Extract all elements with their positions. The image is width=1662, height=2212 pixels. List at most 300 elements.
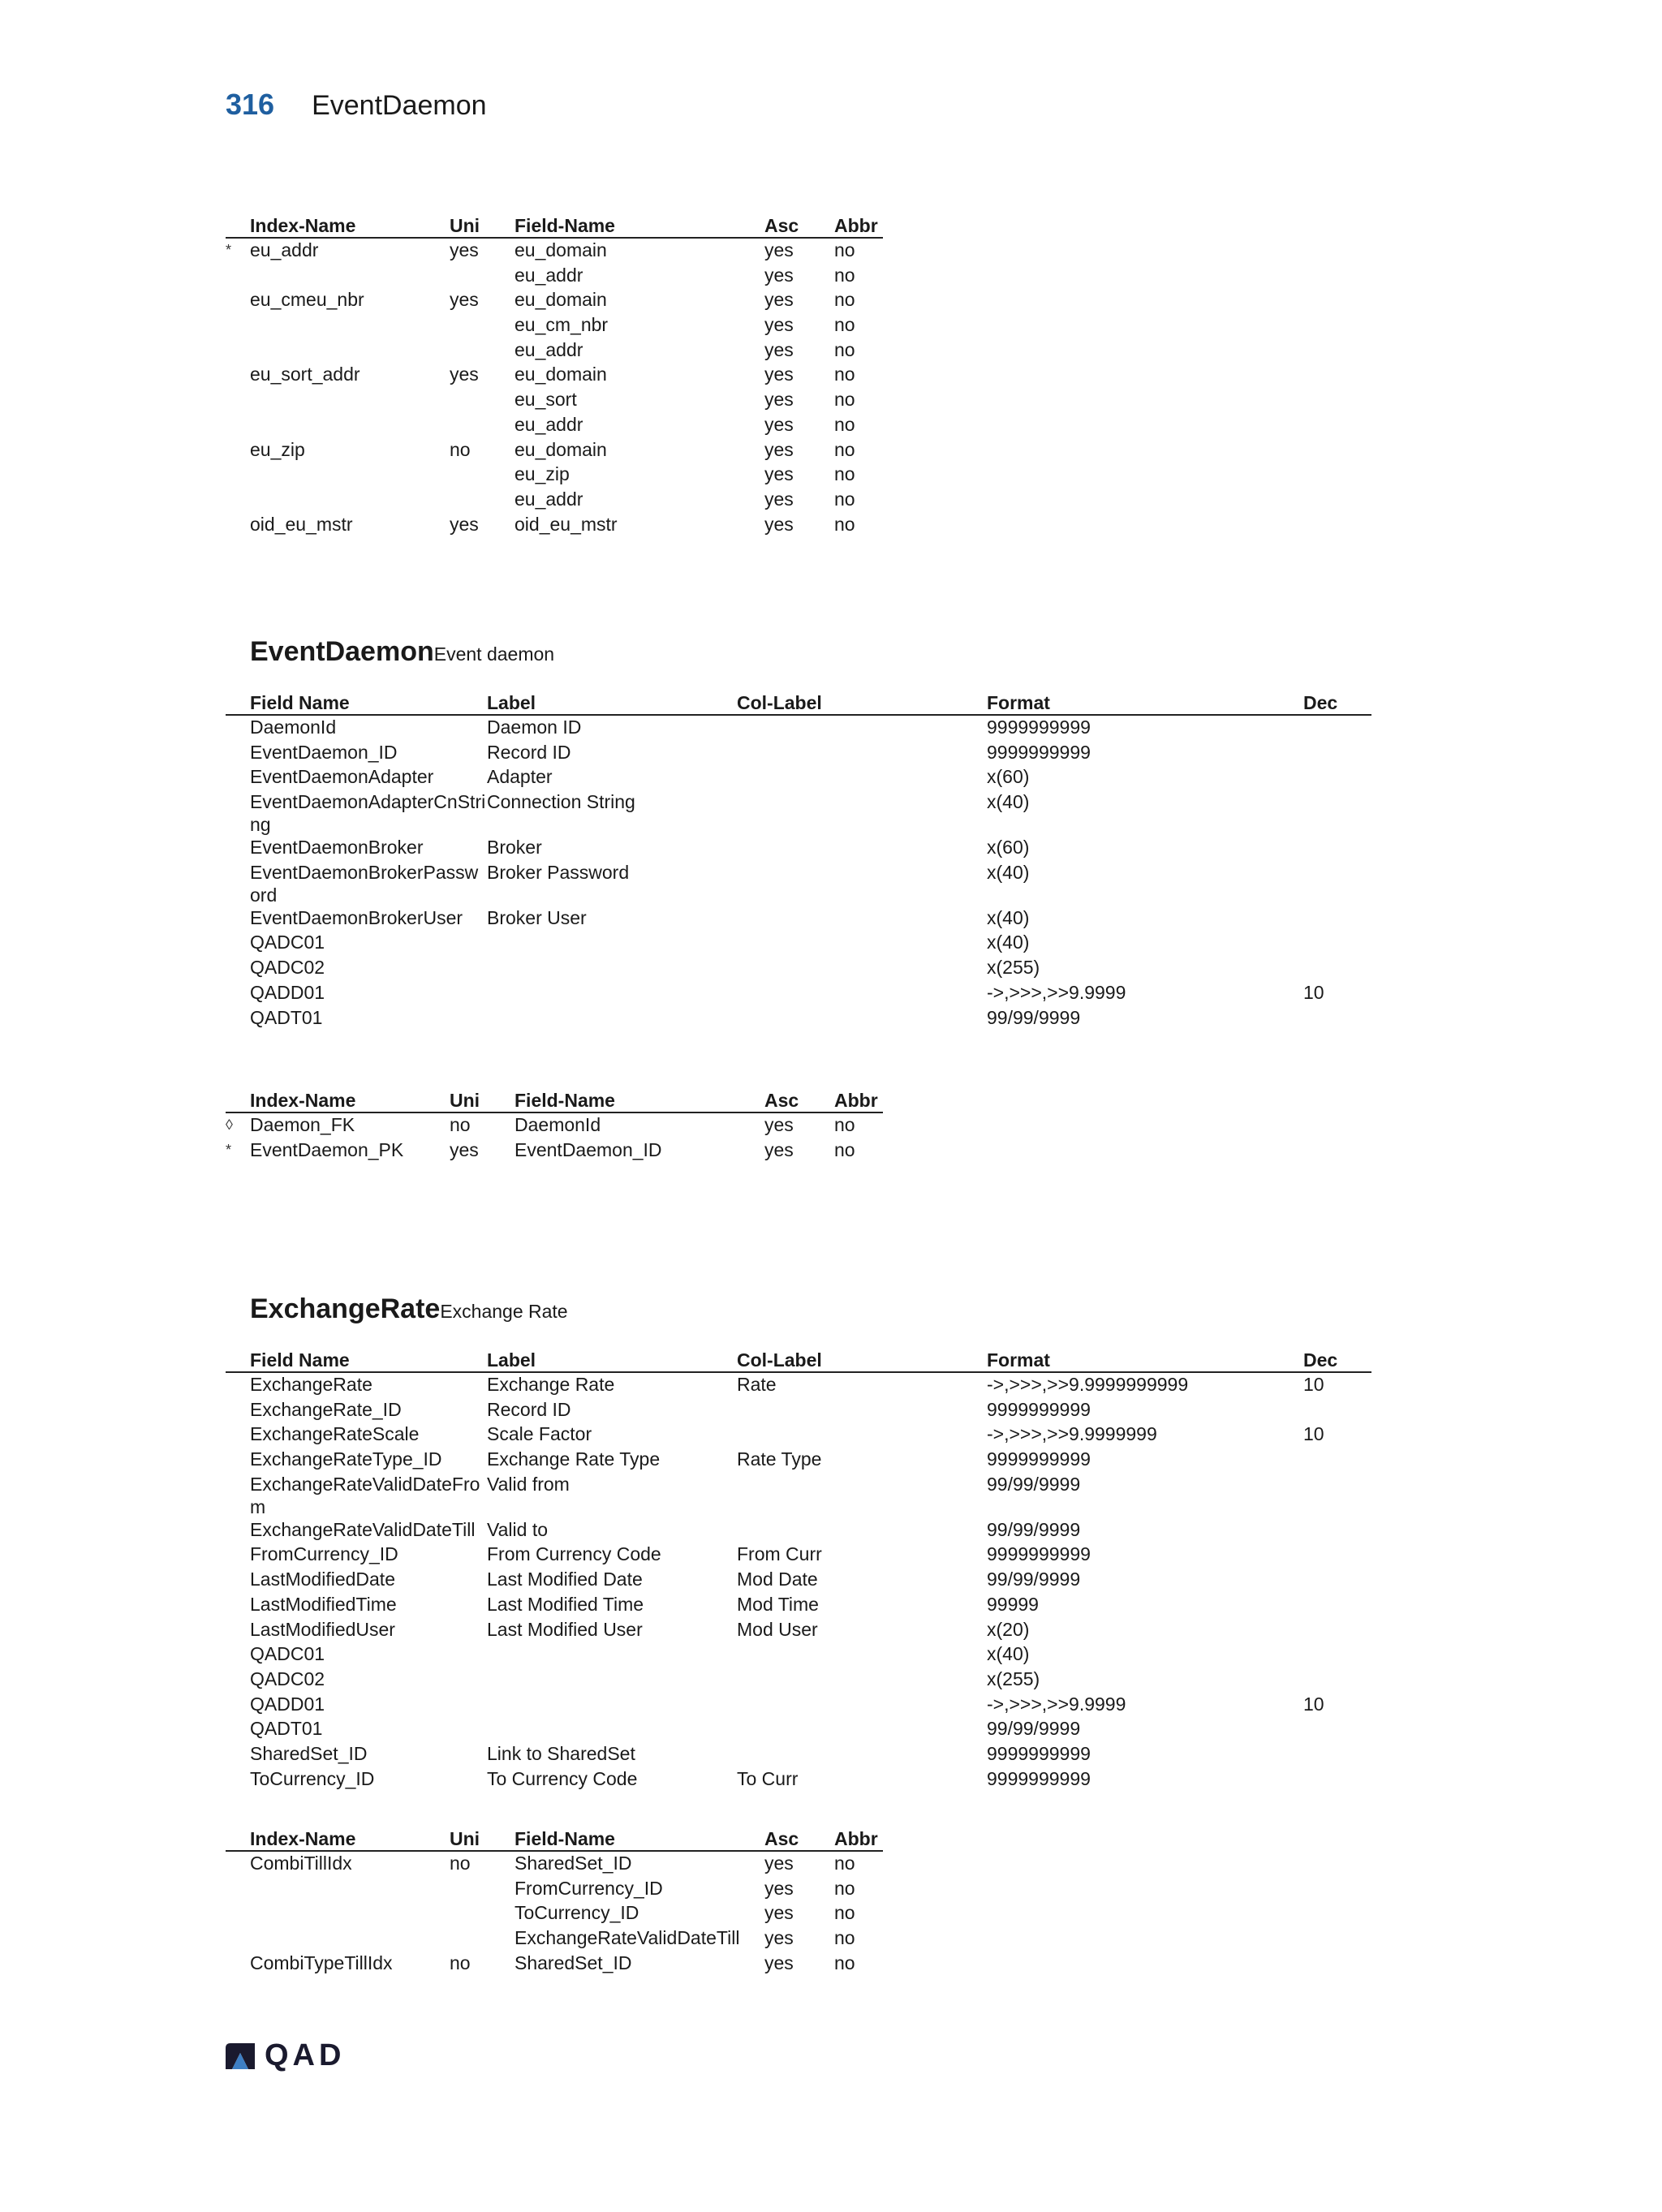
field-label-cell: From Currency Code [487, 1543, 661, 1565]
display-format-cell: ->,>>>,>>9.9999999 [987, 1423, 1157, 1445]
index-name-cell: oid_eu_mstr [250, 513, 353, 535]
field-row [226, 1668, 1371, 1693]
field-name-cell: ExchangeRateValidDateFrom [250, 1473, 480, 1517]
display-format-cell: 99/99/9999 [987, 1718, 1081, 1740]
index-row [226, 1952, 883, 1977]
index-name-cell: CombiTypeTillIdx [250, 1952, 393, 1973]
decimals-cell [1303, 861, 1371, 906]
unique-flag-cell: no [450, 1952, 471, 1973]
column-label-cell [737, 1518, 987, 1543]
field-name-cell: eu_addr [515, 413, 583, 435]
column-header-field-name: Field-Name [515, 1087, 764, 1112]
index-row [226, 1851, 883, 1877]
table-description: Event daemon [433, 643, 555, 665]
event-daemon-index-table [226, 1087, 883, 1163]
row-marker-cell [226, 1952, 250, 1977]
column-label-cell [737, 765, 987, 790]
row-marker-cell [226, 906, 250, 932]
ascending-flag-cell: yes [764, 513, 794, 535]
abbreviated-flag-cell: no [834, 1877, 855, 1899]
column-header-asc: Asc [764, 1087, 834, 1112]
row-marker-cell [226, 513, 250, 538]
abbreviated-flag-cell: no [834, 438, 855, 460]
unique-flag-cell [450, 338, 515, 364]
column-header-field-name: Field Name [250, 690, 487, 715]
index-row [226, 1926, 883, 1952]
field-row [226, 790, 1371, 836]
column-header-format: Format [987, 1347, 1303, 1372]
abbreviated-flag-cell: no [834, 488, 855, 510]
display-format-cell: 9999999999 [987, 1543, 1091, 1565]
display-format-cell: ->,>>>,>>9.9999 [987, 1693, 1126, 1715]
unique-flag-cell [450, 1901, 515, 1926]
row-marker-cell [226, 1593, 250, 1618]
field-row [226, 1518, 1371, 1543]
index-name-cell [250, 1877, 450, 1902]
field-label-cell: Broker User [487, 906, 587, 928]
field-label-cell: Exchange Rate Type [487, 1448, 661, 1470]
column-header-abbr: Abbr [834, 1087, 883, 1112]
decimals-cell [1303, 836, 1371, 861]
index-header-row [226, 213, 883, 238]
column-header-index-name: Index-Name [250, 1087, 450, 1112]
column-header-asc: Asc [764, 1826, 834, 1851]
unique-flag-cell: no [450, 438, 471, 460]
field-name-cell: ToCurrency_ID [250, 1767, 375, 1789]
column-label-cell [737, 1006, 987, 1031]
decimals-cell [1303, 906, 1371, 932]
ascending-flag-cell: yes [764, 289, 794, 311]
column-header-asc: Asc [764, 213, 834, 238]
field-label-cell [487, 931, 737, 956]
row-marker-cell [226, 1742, 250, 1767]
index-row [226, 1877, 883, 1902]
field-name-cell: EventDaemon_ID [515, 1138, 662, 1160]
index-row [226, 488, 883, 513]
field-label-cell: Last Modified Time [487, 1593, 644, 1615]
field-header-row [226, 1347, 1371, 1372]
decimals-cell [1303, 1006, 1371, 1031]
eu-mstr-index-table [226, 213, 883, 537]
row-marker-cell [226, 931, 250, 956]
abbreviated-flag-cell: no [834, 513, 855, 535]
display-format-cell: x(40) [987, 906, 1030, 928]
column-header-field-name: Field-Name [515, 213, 764, 238]
field-row [226, 1448, 1371, 1473]
ascending-flag-cell: yes [764, 389, 794, 411]
unique-flag-cell [450, 264, 515, 289]
page-title: EventDaemon [312, 90, 487, 121]
decimals-cell [1303, 1568, 1371, 1593]
row-marker-cell [226, 1473, 250, 1518]
field-row [226, 741, 1371, 766]
abbreviated-flag-cell: no [834, 389, 855, 411]
unique-flag-cell [450, 463, 515, 488]
row-marker-cell [226, 715, 250, 741]
field-name-cell: ExchangeRate_ID [250, 1398, 402, 1420]
column-header-label: Label [487, 1347, 737, 1372]
row-marker-cell [226, 438, 250, 463]
display-format-cell: 9999999999 [987, 1742, 1091, 1764]
index-name-cell [250, 388, 450, 413]
ascending-flag-cell: yes [764, 364, 794, 385]
field-label-cell: Broker Password [487, 861, 630, 883]
field-row [226, 981, 1371, 1006]
field-label-cell: Link to SharedSet [487, 1742, 635, 1764]
field-name-cell: ExchangeRateValidDateTill [515, 1927, 740, 1949]
column-label-cell [737, 1717, 987, 1742]
column-header-dec: Dec [1303, 1347, 1371, 1372]
field-name-cell: eu_addr [515, 264, 583, 286]
field-row [226, 836, 1371, 861]
event-daemon-section-title [250, 636, 554, 668]
index-row [226, 1901, 883, 1926]
field-name-cell: eu_domain [515, 289, 607, 311]
column-label-cell: Mod User [737, 1618, 818, 1640]
index-row [226, 463, 883, 488]
decimals-cell [1303, 1668, 1371, 1693]
field-label-cell [487, 1668, 737, 1693]
column-label-cell [737, 1422, 987, 1448]
decimals-cell [1303, 956, 1371, 981]
field-name-cell: eu_domain [515, 239, 607, 260]
row-marker-cell: ◊ [226, 1117, 233, 1133]
index-row [226, 1112, 883, 1138]
field-name-cell: eu_cm_nbr [515, 314, 609, 336]
column-header-col-label: Col-Label [737, 1347, 987, 1372]
row-marker-cell [226, 1518, 250, 1543]
field-row [226, 1543, 1371, 1568]
row-marker-cell [226, 1543, 250, 1568]
abbreviated-flag-cell: no [834, 1952, 855, 1973]
decimals-cell [1303, 1398, 1371, 1423]
decimals-cell [1303, 1618, 1371, 1643]
field-name-cell: LastModifiedUser [250, 1618, 395, 1640]
field-label-cell: Exchange Rate [487, 1374, 615, 1395]
field-row [226, 1618, 1371, 1643]
column-label-cell [737, 956, 987, 981]
unique-flag-cell: yes [450, 239, 479, 260]
field-name-cell: eu_domain [515, 364, 607, 385]
row-marker-cell: * [226, 1141, 232, 1158]
display-format-cell: x(40) [987, 932, 1030, 953]
display-format-cell: 9999999999 [987, 1398, 1091, 1420]
index-name-cell: CombiTillIdx [250, 1853, 352, 1874]
display-format-cell: x(255) [987, 1668, 1040, 1689]
field-name-cell: EventDaemonAdapterCnString [250, 791, 486, 836]
field-row [226, 1593, 1371, 1618]
display-format-cell: 9999999999 [987, 1448, 1091, 1470]
field-label-cell [487, 1006, 737, 1031]
column-header-field-name: Field Name [250, 1347, 487, 1372]
display-format-cell: 99999 [987, 1593, 1039, 1615]
abbreviated-flag-cell: no [834, 289, 855, 311]
ascending-flag-cell: yes [764, 463, 794, 485]
field-name-cell: DaemonId [515, 1114, 601, 1135]
ascending-flag-cell: yes [764, 1902, 794, 1924]
display-format-cell: x(40) [987, 1643, 1030, 1665]
field-name-cell: LastModifiedTime [250, 1593, 397, 1615]
column-header-label: Label [487, 690, 737, 715]
ascending-flag-cell: yes [764, 1114, 794, 1135]
exchange-rate-field-table [226, 1347, 1371, 1792]
table-name: EventDaemon [250, 636, 434, 667]
field-name-cell: eu_zip [515, 463, 570, 485]
decimals-cell [1303, 765, 1371, 790]
field-name-cell: EventDaemonAdapter [250, 766, 434, 788]
qad-logo-text: QAD [265, 2038, 346, 2072]
row-marker-cell [226, 836, 250, 861]
decimals-cell: 10 [1303, 981, 1324, 1003]
exchange-rate-section-title [250, 1293, 568, 1325]
ascending-flag-cell: yes [764, 314, 794, 336]
field-name-cell: eu_sort [515, 389, 577, 411]
field-name-cell: DaemonId [250, 717, 337, 738]
abbreviated-flag-cell: no [834, 1927, 855, 1949]
ascending-flag-cell: yes [764, 338, 794, 360]
display-format-cell: x(60) [987, 766, 1030, 788]
row-marker-cell [226, 1851, 250, 1877]
field-name-cell: EventDaemonBroker [250, 837, 424, 859]
index-name-cell: eu_addr [250, 239, 319, 260]
field-name-cell: QADC01 [250, 932, 325, 953]
unique-flag-cell [450, 388, 515, 413]
ascending-flag-cell: yes [764, 413, 794, 435]
row-marker-cell [226, 363, 250, 388]
ascending-flag-cell: yes [764, 1853, 794, 1874]
abbreviated-flag-cell: no [834, 463, 855, 485]
decimals-cell [1303, 1742, 1371, 1767]
display-format-cell: 99/99/9999 [987, 1473, 1081, 1495]
field-header-row [226, 690, 1371, 715]
ascending-flag-cell: yes [764, 488, 794, 510]
column-label-cell [737, 741, 987, 766]
table-description: Exchange Rate [440, 1301, 568, 1322]
ascending-flag-cell: yes [764, 438, 794, 460]
abbreviated-flag-cell: no [834, 1138, 855, 1160]
row-marker-cell [226, 790, 250, 836]
column-header-abbr: Abbr [834, 213, 883, 238]
column-header-field-name: Field-Name [515, 1826, 764, 1851]
index-row [226, 1138, 883, 1164]
display-format-cell: 99/99/9999 [987, 1518, 1081, 1540]
abbreviated-flag-cell: no [834, 1902, 855, 1924]
field-label-cell [487, 1693, 737, 1718]
field-name-cell: QADT01 [250, 1718, 323, 1740]
index-name-cell [250, 338, 450, 364]
row-marker-cell [226, 313, 250, 338]
display-format-cell: x(40) [987, 861, 1030, 883]
field-name-cell: FromCurrency_ID [250, 1543, 398, 1565]
field-name-cell: QADC02 [250, 1668, 325, 1689]
decimals-cell [1303, 931, 1371, 956]
field-label-cell [487, 1642, 737, 1668]
index-row [226, 413, 883, 438]
field-name-cell: ExchangeRate [250, 1374, 372, 1395]
index-header-row [226, 1087, 883, 1112]
field-row [226, 1568, 1371, 1593]
field-label-cell: Last Modified Date [487, 1569, 643, 1590]
decimals-cell [1303, 1767, 1371, 1792]
index-row [226, 238, 883, 264]
field-name-cell: EventDaemonBrokerUser [250, 906, 463, 928]
column-label-cell: To Curr [737, 1767, 799, 1789]
field-name-cell: eu_domain [515, 438, 607, 460]
abbreviated-flag-cell: no [834, 239, 855, 260]
abbreviated-flag-cell: no [834, 264, 855, 286]
column-label-cell: From Curr [737, 1543, 822, 1565]
abbreviated-flag-cell: no [834, 314, 855, 336]
unique-flag-cell [450, 1926, 515, 1952]
field-label-cell: Adapter [487, 766, 553, 788]
column-label-cell [737, 931, 987, 956]
row-marker-cell [226, 1422, 250, 1448]
field-name-cell: QADT01 [250, 1006, 323, 1028]
field-row [226, 906, 1371, 932]
display-format-cell: x(20) [987, 1618, 1030, 1640]
field-name-cell: EventDaemon_ID [250, 741, 398, 763]
unique-flag-cell: yes [450, 1138, 479, 1160]
row-marker-cell [226, 488, 250, 513]
decimals-cell [1303, 741, 1371, 766]
unique-flag-cell: yes [450, 513, 479, 535]
display-format-cell: ->,>>>,>>9.9999999999 [987, 1374, 1189, 1395]
decimals-cell [1303, 1448, 1371, 1473]
unique-flag-cell [450, 1877, 515, 1902]
row-marker-cell [226, 288, 250, 313]
column-label-cell: Mod Time [737, 1593, 819, 1615]
column-header-mark [226, 213, 250, 238]
decimals-cell [1303, 1473, 1371, 1518]
index-name-cell: Daemon_FK [250, 1114, 355, 1135]
decimals-cell [1303, 1593, 1371, 1618]
unique-flag-cell [450, 413, 515, 438]
column-label-cell [737, 790, 987, 836]
display-format-cell: 9999999999 [987, 741, 1091, 763]
index-row [226, 513, 883, 538]
field-label-cell: Scale Factor [487, 1423, 592, 1445]
index-name-cell: EventDaemon_PK [250, 1138, 404, 1160]
column-header-uni: Uni [450, 213, 515, 238]
row-marker-cell [226, 1568, 250, 1593]
field-label-cell: Last Modified User [487, 1618, 643, 1640]
decimals-cell: 10 [1303, 1693, 1324, 1715]
abbreviated-flag-cell: no [834, 338, 855, 360]
column-label-cell [737, 1742, 987, 1767]
field-row [226, 1372, 1371, 1398]
unique-flag-cell: yes [450, 364, 479, 385]
field-name-cell: QADD01 [250, 1693, 325, 1715]
column-header-abbr: Abbr [834, 1826, 883, 1851]
row-marker-cell [226, 956, 250, 981]
field-row [226, 1693, 1371, 1718]
display-format-cell: 99/99/9999 [987, 1569, 1081, 1590]
index-row [226, 313, 883, 338]
column-label-cell [737, 981, 987, 1006]
display-format-cell: 99/99/9999 [987, 1006, 1081, 1028]
field-name-cell: ToCurrency_ID [515, 1902, 639, 1924]
decimals-cell [1303, 790, 1371, 836]
index-row [226, 264, 883, 289]
row-marker-cell [226, 388, 250, 413]
column-label-cell [737, 861, 987, 906]
column-header-mark [226, 1826, 250, 1851]
index-name-cell [250, 1901, 450, 1926]
row-marker-cell [226, 1448, 250, 1473]
field-label-cell: Record ID [487, 741, 571, 763]
index-row [226, 363, 883, 388]
page-header [226, 88, 487, 128]
field-row [226, 931, 1371, 956]
column-header-index-name: Index-Name [250, 1826, 450, 1851]
index-name-cell: eu_sort_addr [250, 364, 360, 385]
field-name-cell: eu_addr [515, 338, 583, 360]
index-row [226, 438, 883, 463]
unique-flag-cell [450, 488, 515, 513]
index-row [226, 388, 883, 413]
ascending-flag-cell: yes [764, 1952, 794, 1973]
decimals-cell [1303, 1518, 1371, 1543]
row-marker-cell [226, 1693, 250, 1718]
decimals-cell: 10 [1303, 1374, 1324, 1395]
column-label-cell [737, 1668, 987, 1693]
abbreviated-flag-cell: no [834, 1853, 855, 1874]
row-marker-cell [226, 463, 250, 488]
row-marker-cell [226, 741, 250, 766]
column-header-format: Format [987, 690, 1303, 715]
column-label-cell: Rate Type [737, 1448, 822, 1470]
index-header-row [226, 1826, 883, 1851]
row-marker-cell [226, 1877, 250, 1902]
field-row [226, 1006, 1371, 1031]
row-marker-cell: * [226, 242, 232, 258]
field-label-cell: Connection String [487, 791, 635, 813]
field-label-cell: Record ID [487, 1398, 571, 1420]
display-format-cell: x(255) [987, 957, 1040, 979]
unique-flag-cell: yes [450, 289, 479, 311]
field-row [226, 1767, 1371, 1792]
field-row [226, 1473, 1371, 1518]
field-label-cell [487, 981, 737, 1006]
unique-flag-cell [450, 313, 515, 338]
decimals-cell: 10 [1303, 1423, 1324, 1445]
qad-logo [224, 2038, 345, 2073]
display-format-cell: ->,>>>,>>9.9999 [987, 981, 1126, 1003]
field-name-cell: SharedSet_ID [515, 1952, 632, 1973]
index-name-cell [250, 313, 450, 338]
field-label-cell: Daemon ID [487, 717, 582, 738]
column-label-cell [737, 1398, 987, 1423]
field-name-cell: eu_addr [515, 488, 583, 510]
index-name-cell [250, 1926, 450, 1952]
abbreviated-flag-cell: no [834, 1114, 855, 1135]
unique-flag-cell: no [450, 1853, 471, 1874]
ascending-flag-cell: yes [764, 1927, 794, 1949]
field-row [226, 1398, 1371, 1423]
column-label-cell [737, 1642, 987, 1668]
index-row [226, 338, 883, 364]
field-row [226, 765, 1371, 790]
column-header-dec: Dec [1303, 690, 1371, 715]
column-header-index-name: Index-Name [250, 213, 450, 238]
exchange-rate-index-table [226, 1826, 883, 1976]
column-label-cell [737, 906, 987, 932]
row-marker-cell [226, 338, 250, 364]
display-format-cell: 9999999999 [987, 717, 1091, 738]
field-row [226, 1642, 1371, 1668]
index-name-cell [250, 488, 450, 513]
field-row [226, 1422, 1371, 1448]
